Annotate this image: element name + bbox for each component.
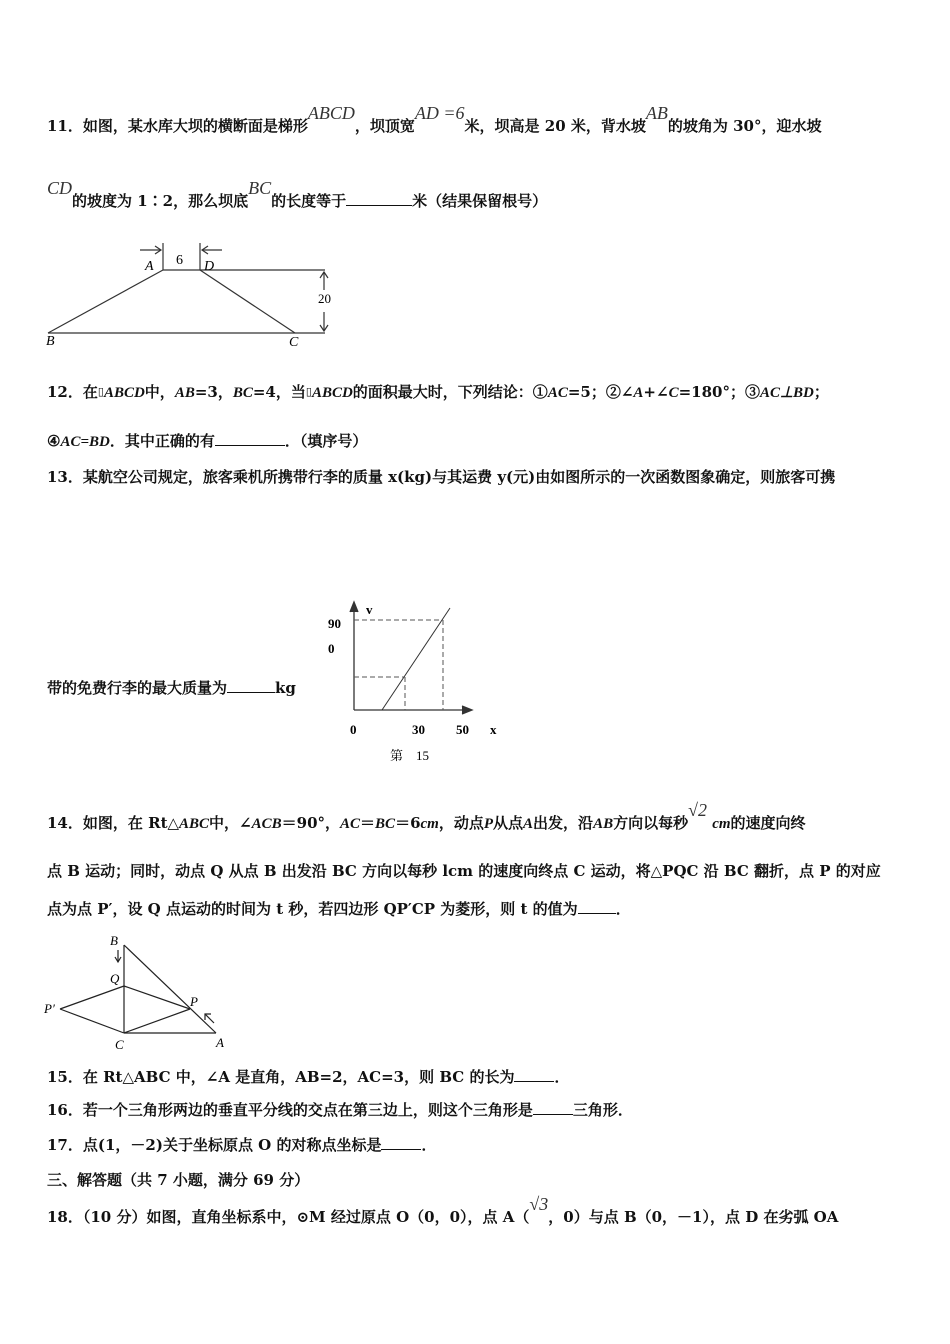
text: ．: [554, 1068, 570, 1086]
text: +∠: [643, 383, 669, 401]
math: AC: [547, 385, 568, 401]
math: A: [633, 385, 644, 401]
text: 从点: [493, 814, 524, 832]
text: 12．在: [47, 383, 98, 401]
answer-blank: [227, 678, 275, 693]
text: 18．（10 分）如图，直角坐标系中，⊙M 经过原点 O（0，0），点 A（: [47, 1208, 530, 1226]
text: 出发，沿: [533, 814, 594, 832]
text: 17．点(1，－2)关于坐标原点 O 的对称点坐标是: [47, 1136, 382, 1154]
math: BC: [248, 178, 272, 198]
text: ．: [615, 900, 631, 918]
math: AC: [340, 816, 361, 832]
answer-blank: [215, 431, 285, 446]
label-b: B: [46, 334, 55, 349]
label-q: Q: [110, 971, 120, 986]
text: ＝6: [395, 814, 421, 832]
math: ACB: [251, 816, 282, 832]
math: BC: [232, 385, 253, 401]
text: kg: [275, 679, 296, 697]
math: cm: [420, 816, 439, 832]
label-a: A: [145, 259, 154, 274]
text: ．其中正确的有: [109, 432, 215, 450]
label-c: C: [289, 335, 299, 350]
text: 11．如图，某水库大坝的横断面是梯形: [47, 117, 308, 135]
text: ＝90°，: [281, 814, 341, 832]
figure-caption: 第 15: [390, 748, 430, 763]
parallelogram-icon: ▯: [97, 385, 104, 398]
label-height: 20: [318, 291, 331, 306]
text: 14．如图，在 Rt△: [47, 814, 180, 832]
math: AC⊥BD: [759, 385, 814, 401]
q12-line1: [47, 382, 829, 403]
text: =180°；③: [678, 383, 760, 401]
text: ④: [47, 432, 61, 450]
q14-line1: [47, 800, 806, 834]
text: ．: [421, 1136, 437, 1154]
q13-line2: [47, 678, 296, 698]
math: ABCD: [103, 385, 145, 401]
dam-trapezoid-figure: [40, 235, 350, 355]
answer-blank: [514, 1067, 554, 1082]
text: =5；②∠: [567, 383, 634, 401]
text: ＝: [360, 814, 376, 832]
q16: [47, 1100, 633, 1120]
text: 带的免费行李的最大质量为: [47, 679, 228, 697]
text: ，坝顶宽: [354, 117, 415, 135]
q15: [47, 1067, 569, 1087]
text: 的坡角为 30°，迎水坡: [667, 117, 822, 135]
q11-line2: [47, 178, 548, 211]
text: 米，坝高是 20 米，背水坡: [464, 117, 646, 135]
text: 15．在 Rt△ABC 中，∠A 是直角，AB=2，AC=3，则 BC 的长为: [47, 1068, 515, 1086]
q14-line2: 点 B 运动；同时，动点 Q 从点 B 出发沿 BC 方向以每秒 lcm 的速度向终点 C 运动，将△PQC 沿 BC 翻折，点 P 的对应: [47, 862, 881, 880]
text: 的速度向终: [730, 814, 806, 832]
text: 的长度等于: [271, 192, 347, 210]
text: 中，: [144, 383, 175, 401]
origin-label: 0: [350, 722, 357, 737]
text: 三角形．: [572, 1101, 633, 1119]
text: ，0）与点 B（0，－1），点 D 在劣弧 OA: [548, 1208, 839, 1226]
math: AB: [593, 816, 614, 832]
text: 米（结果保留根号）: [412, 192, 548, 210]
text: 的坡度为 1∶2，那么坝底: [72, 192, 249, 210]
label-d: D: [204, 259, 215, 274]
math: AC=BD: [60, 434, 110, 450]
math: √2: [688, 800, 707, 820]
math: AB: [174, 385, 195, 401]
text: 中，∠: [209, 814, 252, 832]
math: CD: [47, 178, 73, 198]
text: =4，当: [252, 383, 306, 401]
x-tick-50: 50: [456, 722, 469, 737]
rhombus-triangle-figure: [40, 925, 240, 1055]
label-width: 6: [176, 253, 183, 268]
x-tick-30: 30: [412, 722, 425, 737]
y-tick-0: 0: [328, 641, 335, 656]
text: 方向以每秒: [613, 814, 689, 832]
text: ；: [813, 383, 829, 401]
x-axis-label: x: [490, 722, 497, 737]
y-axis-label: v: [366, 602, 373, 617]
y-tick-90: 90: [328, 616, 341, 631]
text: 点为点 P′，设 Q 点运动的时间为 t 秒，若四边形 QP′CP 为菱形，则 t 的值为: [47, 900, 578, 918]
parallelogram-icon: ▯: [305, 385, 312, 398]
answer-blank: [533, 1100, 573, 1115]
answer-blank: [578, 899, 616, 914]
text: ，动点: [438, 814, 484, 832]
text: 的面积最大时，下列结论：①: [352, 383, 548, 401]
math: AD =6: [414, 103, 465, 123]
label-b: B: [110, 933, 118, 948]
text: 16．若一个三角形两边的垂直平分线的交点在第三边上，则这个三角形是: [47, 1101, 533, 1119]
math: BC: [375, 816, 396, 832]
q11-line1: [47, 103, 822, 136]
answer-blank: [346, 191, 412, 206]
q12-line2: [47, 431, 367, 452]
q14-line3: [47, 899, 631, 919]
math: P: [483, 816, 494, 832]
luggage-fee-graph: [320, 590, 510, 770]
label-a: A: [216, 1035, 224, 1050]
math: ABCD: [311, 385, 353, 401]
math: AB: [645, 103, 668, 123]
math: √3: [529, 1194, 549, 1214]
section-heading: 三、解答题（共 7 小题，满分 69 分）: [47, 1171, 310, 1189]
q13-line1: 13．某航空公司规定，旅客乘机所携带行李的质量 x(kg)与其运费 y(元)由如图所示的一次函数图象确定，则旅客可携: [47, 468, 836, 486]
label-p-prime: P′: [44, 1001, 55, 1016]
text: =3，: [194, 383, 233, 401]
math: A: [523, 816, 534, 832]
math: C: [668, 385, 679, 401]
label-p: P: [190, 994, 198, 1009]
math: cm: [712, 816, 731, 832]
q17: [47, 1135, 436, 1155]
answer-blank: [381, 1135, 421, 1150]
text: ．（填序号）: [284, 432, 368, 450]
math: ABC: [179, 816, 210, 832]
label-c: C: [115, 1037, 124, 1052]
math: ABCD: [307, 103, 355, 123]
q18: [47, 1194, 839, 1227]
